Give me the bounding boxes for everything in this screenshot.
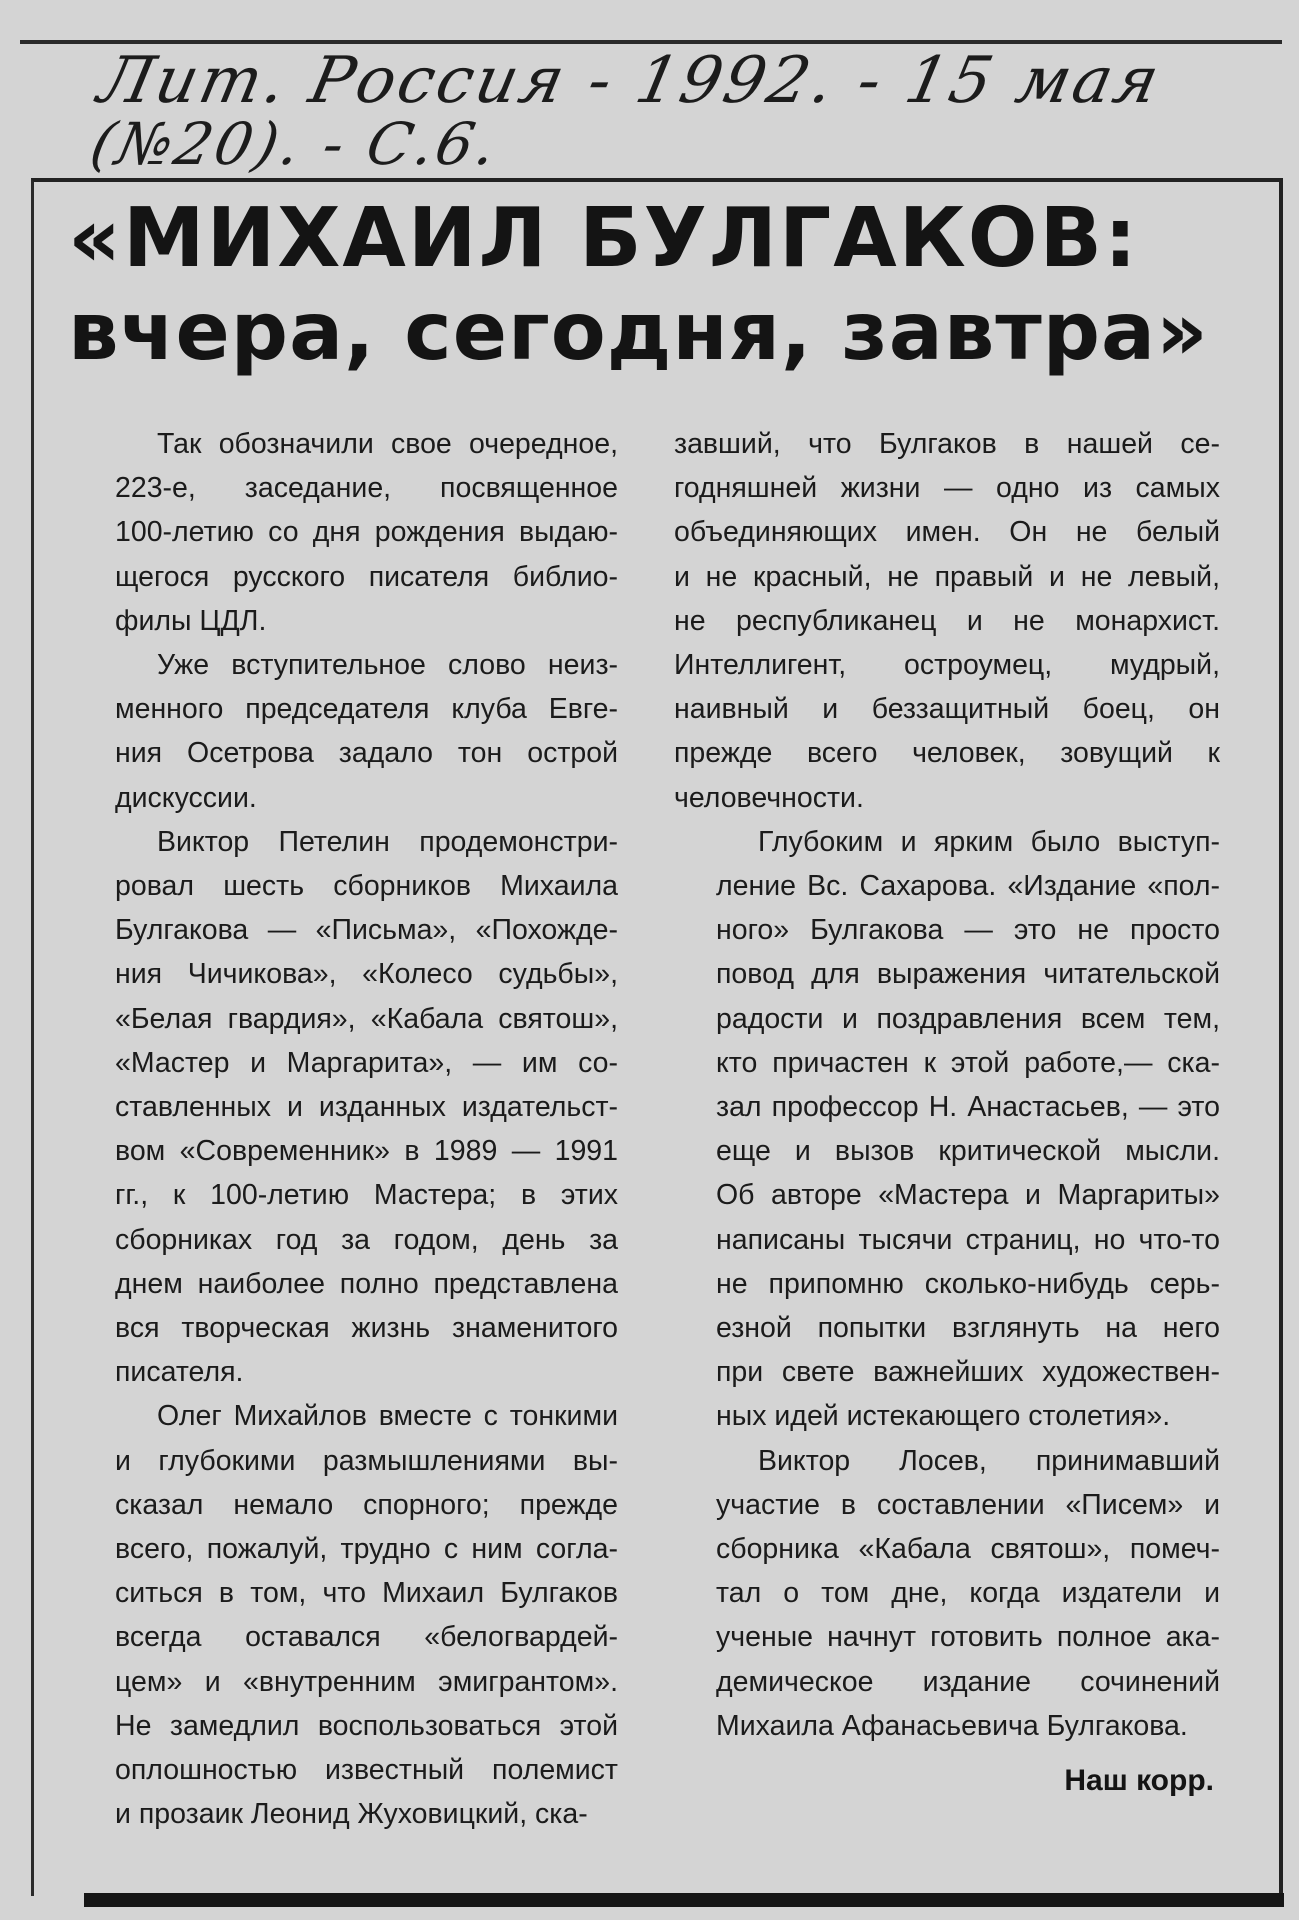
article-text-line: Интеллигент, остроумец, мудрый, <box>674 649 1220 682</box>
article-text-line: вся творческая жизнь знаменитого <box>115 1312 618 1345</box>
article-text-line: ния Чичикова», «Колесо судьбы», <box>115 958 618 991</box>
article-text-line: ученые начнут готовить полное ака- <box>716 1621 1220 1654</box>
article-paragraph <box>73 422 618 643</box>
article-text-line: написаны тысячи страниц, но что-то <box>716 1223 1220 1256</box>
article-paragraph <box>674 422 1220 820</box>
article-paragraph <box>674 1439 1220 1748</box>
article-headline <box>68 191 1258 378</box>
article-text-line: радости и поздравления всем тем, <box>716 1002 1220 1035</box>
article-text-line: всегда оставался «белогвардей- <box>115 1621 618 1654</box>
handwritten-source-note: Лит. Россия - 1992. - 15 мая <box>92 44 1168 118</box>
article-text-line: Не замедлил воспользоваться этой <box>115 1709 618 1742</box>
article-text-line: и глубокими размышлениями вы- <box>115 1444 618 1477</box>
article-text-line: Булгакова — «Письма», «Похожде- <box>115 914 618 947</box>
article-text-line: сборниках год за годом, день за <box>115 1223 618 1256</box>
article-text-line: дискуссии. <box>115 781 257 814</box>
article-text-line: «Белая гвардия», «Кабала святош», <box>115 1002 618 1035</box>
article-text-line: гг., к 100-летию Мастера; в этих <box>115 1179 618 1212</box>
article-paragraph <box>73 820 618 1395</box>
article-text-line: не республиканец и не монархист. <box>674 604 1220 637</box>
article-text-line: не припомню сколько-нибудь серь- <box>716 1267 1220 1300</box>
article-text-line: Так обозначили свое очередное, <box>157 428 618 460</box>
headline-line-2: вчера, сегодня, завтра» <box>68 285 1209 378</box>
article-text-line: еще и вызов критической мысли. <box>716 1135 1220 1168</box>
article-text-line: зал профессор Н. Анастасьев, — это <box>716 1091 1220 1124</box>
article-paragraph <box>674 820 1220 1439</box>
article-text-line: Олег Михайлов вместе с тонкими <box>157 1400 618 1433</box>
article-text-line: вом «Современник» в 1989 — 1991 <box>115 1135 618 1168</box>
article-text-line: сказал немало спорного; прежде <box>115 1488 618 1521</box>
article-text-line: человечности. <box>674 781 864 814</box>
article-text-line: ровал шесть сборников Михаила <box>115 870 618 903</box>
article-text-line: Об авторе «Мастера и Маргариты» <box>716 1179 1220 1212</box>
article-column-right <box>674 422 1220 1748</box>
article-text-line: годняшней жизни — одно из самых <box>674 472 1220 505</box>
article-text-line: ситься в том, что Михаил Булгаков <box>115 1577 618 1610</box>
article-text-line: всего, пожалуй, трудно с ним согла- <box>115 1533 618 1566</box>
article-text-line: тал о том дне, когда издатели и <box>716 1577 1220 1610</box>
article-text-line: ных идей истекающего столетия». <box>716 1400 1171 1433</box>
article-text-line: кто причастен к этой работе,— ска- <box>716 1046 1220 1079</box>
bottom-rule <box>84 1893 1284 1907</box>
article-text-line: ного» Булгакова — это не просто <box>716 914 1220 947</box>
article-text-line: «Мастер и Маргарита», — им со- <box>115 1046 618 1079</box>
article-text-line: щегося русского писателя библио- <box>115 560 618 593</box>
article-text-line: Виктор Петелин продемонстри- <box>157 825 618 858</box>
article-text-line: Глубоким и ярким было выступ- <box>758 825 1220 858</box>
article-text-line: Уже вступительное слово неиз- <box>157 649 618 682</box>
article-column-left <box>73 422 618 1837</box>
article-text-line: завший, что Булгаков в нашей се- <box>674 428 1220 460</box>
article-text-line: 100-летию со дня рождения выдаю- <box>115 516 618 549</box>
article-text-line: писателя. <box>115 1356 244 1389</box>
article-text-line: объединяющих имен. Он не белый <box>674 516 1220 549</box>
article-text-line: филы ЦДЛ. <box>115 604 267 637</box>
article-text-line: демическое издание сочинений <box>716 1665 1220 1698</box>
article-text-line: езной попытки взглянуть на него <box>716 1312 1220 1345</box>
article-text-line: и не красный, не правый и не левый, <box>674 560 1220 593</box>
article-text-line: ставленных и изданных издательст- <box>115 1091 618 1124</box>
article-text-line: ление Вс. Сахарова. «Издание «пол- <box>716 870 1220 903</box>
article-text-line: и прозаик Леонид Жуховицкий, ска- <box>115 1798 588 1831</box>
article-text-line: ния Осетрова задало тон острой <box>115 737 618 770</box>
article-text-line: наивный и беззащитный боец, он <box>674 693 1220 726</box>
article-text-line: оплошностью известный полемист <box>115 1754 618 1787</box>
handwritten-issue-note: (№20). - С.6. <box>84 110 506 178</box>
article-text-line: днем наиболее полно представлена <box>115 1267 618 1300</box>
article-text-line: менного председателя клуба Евге- <box>115 693 618 726</box>
article-text-line: цем» и «внутренним эмигрантом». <box>115 1665 618 1698</box>
article-byline: Наш корр. <box>1064 1764 1214 1797</box>
article-text-line: при свете важнейших художествен- <box>716 1356 1220 1389</box>
article-text-line: прежде всего человек, зовущий к <box>674 737 1220 770</box>
headline-line-1: «МИХАИЛ БУЛГАКОВ: <box>68 191 1139 286</box>
article-text-line: сборника «Кабала святош», помеч- <box>716 1533 1220 1566</box>
article-text-line: Виктор Лосев, принимавший <box>758 1444 1220 1477</box>
article-text-line: повод для выражения читательской <box>716 958 1220 991</box>
article-paragraph <box>73 643 618 820</box>
article-text-line: Михаила Афанасьевича Булгакова. <box>716 1709 1188 1742</box>
article-text-line: 223-е, заседание, посвященное <box>115 472 618 505</box>
article-paragraph <box>73 1394 618 1836</box>
article-text-line: участие в составлении «Писем» и <box>716 1488 1220 1521</box>
